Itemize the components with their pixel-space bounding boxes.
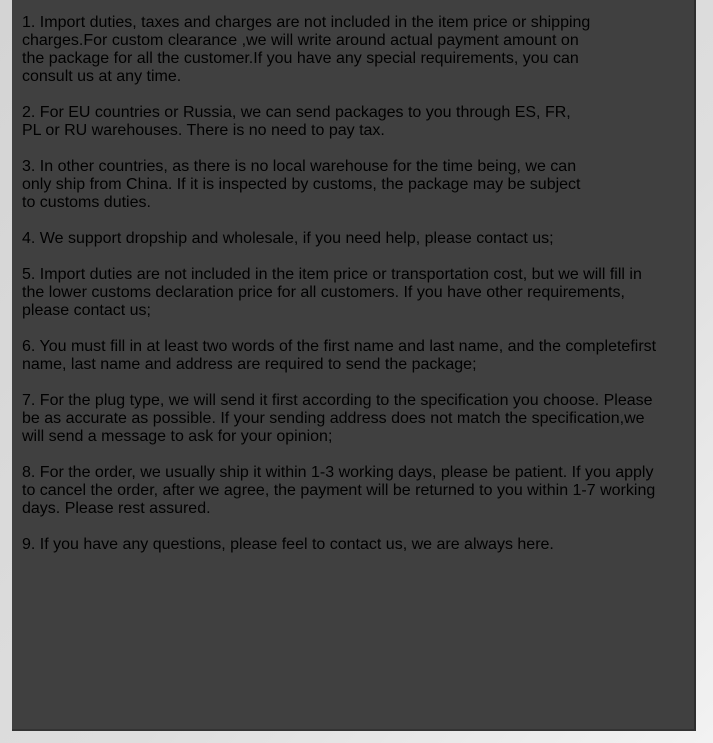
notice-line: the package for all the customer.If you have any special requirements, you can xyxy=(22,50,579,67)
shipping-notice-panel xyxy=(12,0,696,731)
notice-line: days. Please rest assured. xyxy=(22,500,211,517)
notice-line: only ship from China. If it is inspected by customs, the package may be subject xyxy=(22,176,581,193)
notice-line: 2. For EU countries or Russia, we can send packages to you through ES, FR, xyxy=(22,104,571,121)
notice-line: 5. Import duties are not included in the item price or transportation cost, but we will fill in xyxy=(22,266,642,283)
notice-line: name, last name and address are required to send the package; xyxy=(22,356,477,373)
notice-line: will send a message to ask for your opinion; xyxy=(22,428,333,445)
notice-line: to customs duties. xyxy=(22,194,151,211)
notice-line: 7. For the plug type, we will send it first according to the specification you choose. Please xyxy=(22,392,653,409)
notice-line: 3. In other countries, as there is no local warehouse for the time being, we can xyxy=(22,158,577,175)
notice-line: please contact us; xyxy=(22,302,151,319)
notice-line: to cancel the order, after we agree, the payment will be returned to you within 1-7 working xyxy=(22,482,656,499)
notice-line: 9. If you have any questions, please feel to contact us, we are always here. xyxy=(22,536,554,553)
notice-line: PL or RU warehouses. There is no need to pay tax. xyxy=(22,122,385,139)
notice-line: 4. We support dropship and wholesale, if you need help, please contact us; xyxy=(22,230,554,247)
notice-line: 6. You must fill in at least two words of the first name and last name, and the completefirst xyxy=(22,338,657,355)
notice-line: charges.For custom clearance ,we will write around actual payment amount on xyxy=(22,32,579,49)
notice-line: 8. For the order, we usually ship it within 1-3 working days, please be patient. If you apply xyxy=(22,464,654,481)
notice-line: the lower customs declaration price for all customers. If you have other requirements, xyxy=(22,284,625,301)
notice-line: 1. Import duties, taxes and charges are not included in the item price or shipping xyxy=(22,14,591,31)
notice-line: consult us at any time. xyxy=(22,68,182,85)
notice-line: be as accurate as possible. If your sending address does not match the specification,we xyxy=(22,410,645,427)
